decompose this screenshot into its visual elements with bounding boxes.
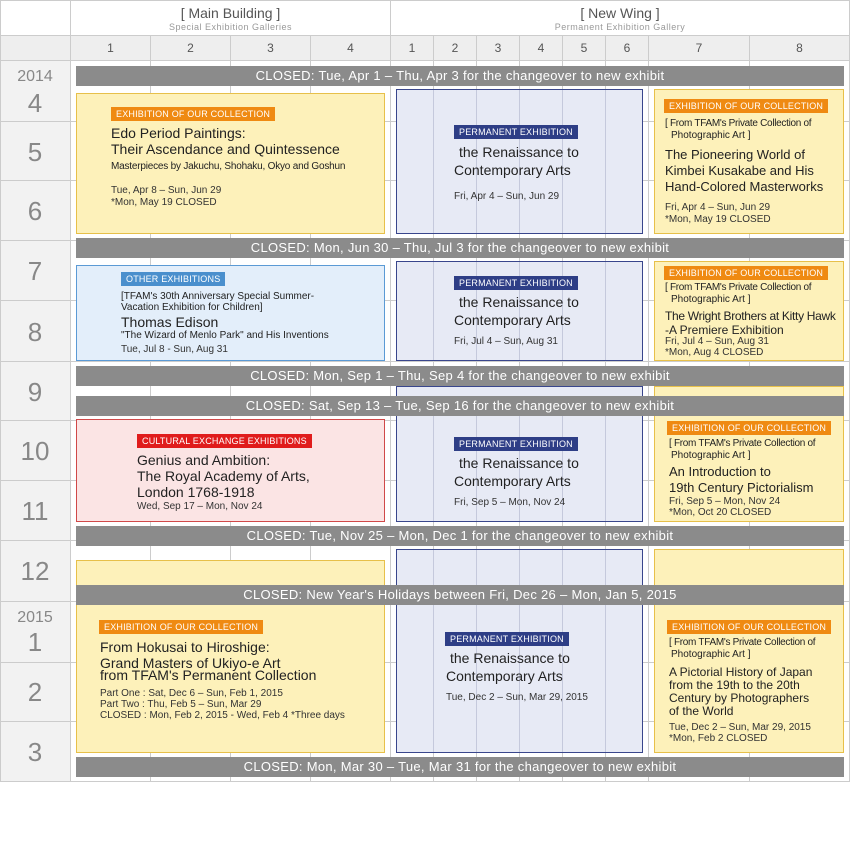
- exhibit-title-line-1: the Renaissance to: [459, 455, 579, 471]
- main-building-title: [ Main Building ]: [180, 5, 281, 21]
- exhibit-title-line-1: the Renaissance to: [459, 144, 579, 160]
- month-label-6: 6: [27, 196, 43, 226]
- permanent-exhibit-apr-jun[interactable]: [396, 89, 643, 234]
- main-col-3: 3: [267, 41, 274, 55]
- closed-bar-new-year: CLOSED: New Year's Holidays between Fri, Dec 26 – Mon, Jan 5, 2015: [76, 585, 844, 605]
- permanent-exhibit-dec-mar[interactable]: [396, 605, 643, 753]
- exhibit-pretitle-line-2: Photographic Art ]: [671, 450, 751, 461]
- exhibit-subtitle: "The Wizard of Menlo Park" and His Inventions: [121, 330, 329, 341]
- exhibition-category-tag: PERMANENT EXHIBITION: [454, 276, 578, 290]
- exhibit-title-line-2: Grand Masters of Ukiyo-e Art: [100, 655, 281, 671]
- exhibit-genius-and-ambition[interactable]: [76, 419, 385, 522]
- exhibit-dates: Wed, Sep 17 – Mon, Nov 24: [137, 501, 263, 512]
- main-exhibit-dec-band: [76, 560, 385, 586]
- wing-col-7: 7: [695, 41, 703, 55]
- exhibit-title-line-1: the Renaissance to: [450, 650, 570, 666]
- exhibition-category-tag: EXHIBITION OF OUR COLLECTION: [667, 620, 831, 634]
- exhibit-title-line-1: Genius and Ambition:: [137, 452, 271, 468]
- exhibit-kimbei-kusakabe[interactable]: [654, 89, 844, 234]
- exhibit-title-line-3: London 1768-1918: [137, 484, 255, 500]
- exhibit-pretitle-line-1: [ From TFAM's Private Collection of: [669, 438, 816, 449]
- exhibit-closed-note: *Mon, Feb 2 CLOSED: [669, 733, 768, 744]
- exhibit-dates: Fri, Sep 5 – Mon, Nov 24: [454, 497, 566, 508]
- exhibit-pretitle-line-2: Photographic Art ]: [671, 130, 751, 141]
- exhibit-title-line-2: Contemporary Arts: [454, 473, 571, 489]
- month-label-4: 4: [27, 88, 43, 118]
- exhibit-title-line-1: The Wright Brothers at Kitty Hawk: [665, 309, 836, 323]
- month-column: [0, 60, 70, 782]
- year-label-2015: 2015: [17, 609, 53, 626]
- wing-col-1: 1: [408, 41, 416, 55]
- exhibit-title-line-1: From Hokusai to Hiroshige:: [100, 639, 270, 655]
- month-label-1: 1: [27, 627, 43, 657]
- exhibit-pretitle-line-1: [ From TFAM's Private Collection of: [665, 282, 812, 293]
- exhibit-closed-note: CLOSED : Mon, Feb 2, 2015 - Wed, Feb 4 *Three days: [100, 710, 345, 721]
- exhibit-title-line-2: -A Premiere Exhibition: [665, 323, 784, 337]
- wing-col-8: 8: [796, 41, 803, 55]
- permanent-exhibit-sep-nov[interactable]: [396, 416, 643, 522]
- exhibit-title-line-2: from the 19th to the 20th: [669, 678, 800, 692]
- exhibit-closed-note: *Mon, May 19 CLOSED: [665, 214, 771, 225]
- main-col-1: 1: [107, 41, 114, 55]
- exhibit-pretitle-line-1: [TFAM's 30th Anniversary Special Summer-: [121, 291, 315, 302]
- exhibit-closed-note: *Mon, Oct 20 CLOSED: [669, 507, 772, 518]
- wing-col-4: 4: [537, 41, 545, 55]
- exhibit-dates: Fri, Sep 5 – Mon, Nov 24: [669, 496, 781, 507]
- exhibit-title-line-1: the Renaissance to: [459, 294, 579, 310]
- wing-col-2: 2: [451, 41, 459, 55]
- exhibit-dates: Fri, Apr 4 – Sun, Jun 29: [665, 202, 771, 213]
- exhibit-title-line-3: from TFAM's Permanent Collection: [100, 667, 317, 683]
- exhibit-pictorial-history-of-japan[interactable]: [654, 605, 844, 753]
- exhibit-title-line-1: The Pioneering World of: [665, 147, 805, 162]
- exhibit-pretitle-line-2: Vacation Exhibition for Children]: [121, 302, 263, 313]
- exhibit-edo-paintings[interactable]: [76, 93, 385, 234]
- month-label-10: 10: [20, 436, 50, 466]
- exhibit-thomas-edison[interactable]: [76, 265, 385, 361]
- closed-bar-sep-1: CLOSED: Mon, Sep 1 – Thu, Sep 4 for the changeover to new exhibit: [76, 366, 844, 386]
- exhibition-category-tag: EXHIBITION OF OUR COLLECTION: [667, 421, 831, 435]
- month-label-9: 9: [27, 377, 43, 407]
- closed-bar-sep-2: CLOSED: Sat, Sep 13 – Tue, Sep 16 for the changeover to new exhibit: [76, 396, 844, 416]
- wing-col-6: 6: [623, 41, 631, 55]
- exhibit-dates: Fri, Jul 4 – Sun, Aug 31: [665, 336, 769, 347]
- exhibit-pretitle-line-1: [ From TFAM's Private Collection of: [669, 637, 816, 648]
- exhibition-category-tag: EXHIBITION OF OUR COLLECTION: [111, 107, 275, 121]
- wing-col-5: 5: [580, 41, 588, 55]
- new-wing-subtitle: Permanent Exhibition Gallery: [554, 22, 686, 32]
- exhibition-category-tag: EXHIBITION OF OUR COLLECTION: [664, 266, 828, 280]
- exhibition-category-tag: PERMANENT EXHIBITION: [454, 125, 578, 139]
- exhibit-title-line-3: Hand-Colored Masterworks: [665, 179, 824, 194]
- exhibition-category-tag: PERMANENT EXHIBITION: [454, 437, 578, 451]
- exhibit-title-line-1: A Pictorial History of Japan: [669, 665, 813, 679]
- exhibition-category-tag: PERMANENT EXHIBITION: [445, 632, 569, 646]
- exhibit-title-line-2: The Royal Academy of Arts,: [137, 468, 310, 484]
- wing78-exhibit-dec-band: [654, 549, 844, 586]
- exhibit-title-line-2: Kimbei Kusakabe and His: [665, 163, 814, 178]
- exhibition-category-tag: EXHIBITION OF OUR COLLECTION: [99, 620, 263, 634]
- exhibit-dates: Tue, Apr 8 – Sun, Jun 29: [111, 185, 222, 196]
- exhibit-dates: Tue, Dec 2 – Sun, Mar 29, 2015: [669, 722, 811, 733]
- exhibit-title-line-2: Their Ascendance and Quintessence: [111, 141, 340, 157]
- main-col-2: 2: [187, 41, 194, 55]
- exhibit-pretitle-line-2: Photographic Art ]: [671, 649, 751, 660]
- exhibit-dates-part-one: Part One : Sat, Dec 6 – Sun, Feb 1, 2015: [100, 688, 283, 699]
- exhibition-category-tag: EXHIBITION OF OUR COLLECTION: [664, 99, 828, 113]
- month-label-5: 5: [27, 137, 43, 167]
- exhibit-pretitle-line-1: [ From TFAM's Private Collection of: [665, 118, 812, 129]
- exhibit-closed-note: *Mon, Aug 4 CLOSED: [665, 347, 764, 358]
- exhibit-title-line-3: Century by Photographers: [669, 691, 810, 705]
- wing78-sep-strip: [654, 386, 844, 396]
- exhibit-dates: Tue, Dec 2 – Sun, Mar 29, 2015: [446, 692, 588, 703]
- closed-bar-mar: CLOSED: Mon, Mar 30 – Tue, Mar 31 for the changeover to new exhibit: [76, 757, 844, 777]
- exhibit-title-line-2: 19th Century Pictorialism: [669, 480, 814, 495]
- exhibit-closed-note: *Mon, May 19 CLOSED: [111, 197, 217, 208]
- new-wing-title: [ New Wing ]: [580, 5, 660, 21]
- exhibit-pretitle-line-2: Photographic Art ]: [671, 294, 751, 305]
- exhibit-wright-brothers[interactable]: [654, 261, 844, 361]
- exhibit-title-line-2: Contemporary Arts: [454, 312, 571, 328]
- exhibit-title-line-2: Contemporary Arts: [454, 162, 571, 178]
- closed-bar-nov-dec: CLOSED: Tue, Nov 25 – Mon, Dec 1 for the changeover to new exhibit: [76, 526, 844, 546]
- closed-bar-jun-jul: CLOSED: Mon, Jun 30 – Thu, Jul 3 for the changeover to new exhibit: [76, 238, 844, 258]
- exhibit-title-line-1: Edo Period Paintings:: [111, 125, 246, 141]
- month-label-2: 2: [27, 677, 43, 707]
- exhibition-category-tag: OTHER EXHIBITIONS: [121, 272, 225, 286]
- month-label-3: 3: [27, 737, 43, 767]
- exhibit-dates: Tue, Jul 8 - Sun, Aug 31: [121, 344, 228, 355]
- exhibit-19th-century-pictorialism[interactable]: [654, 416, 844, 522]
- month-label-11: 11: [21, 496, 49, 526]
- year-label-2014: 2014: [17, 68, 53, 85]
- exhibit-dates: Fri, Jul 4 – Sun, Aug 31: [454, 336, 558, 347]
- permanent-exhibit-jul-aug[interactable]: [396, 261, 643, 361]
- month-label-12: 12: [20, 556, 50, 586]
- exhibit-dates: Fri, Apr 4 – Sun, Jun 29: [454, 191, 560, 202]
- exhibit-subtitle: Masterpieces by Jakuchu, Shohaku, Okyo and Goshun: [111, 161, 346, 172]
- closed-bar-apr: CLOSED: Tue, Apr 1 – Thu, Apr 3 for the changeover to new exhibit: [76, 66, 844, 86]
- main-building-subtitle: Special Exhibition Galleries: [168, 22, 293, 32]
- exhibit-title: Thomas Edison: [121, 314, 219, 330]
- exhibit-dates-part-two: Part Two : Thu, Feb 5 – Sun, Mar 29: [100, 699, 262, 710]
- month-label-8: 8: [27, 317, 43, 347]
- month-label-7: 7: [27, 256, 43, 286]
- exhibition-category-tag: CULTURAL EXCHANGE EXHIBITIONS: [137, 434, 312, 448]
- exhibit-hokusai-hiroshige[interactable]: [76, 605, 385, 753]
- main-col-4: 4: [347, 41, 354, 55]
- wing-col-3: 3: [494, 41, 502, 55]
- wing-sep-strip: [396, 386, 643, 396]
- exhibit-title-line-2: Contemporary Arts: [446, 668, 563, 684]
- exhibit-title-line-1: An Introduction to: [669, 464, 771, 479]
- exhibit-title-line-4: of the World: [669, 704, 734, 718]
